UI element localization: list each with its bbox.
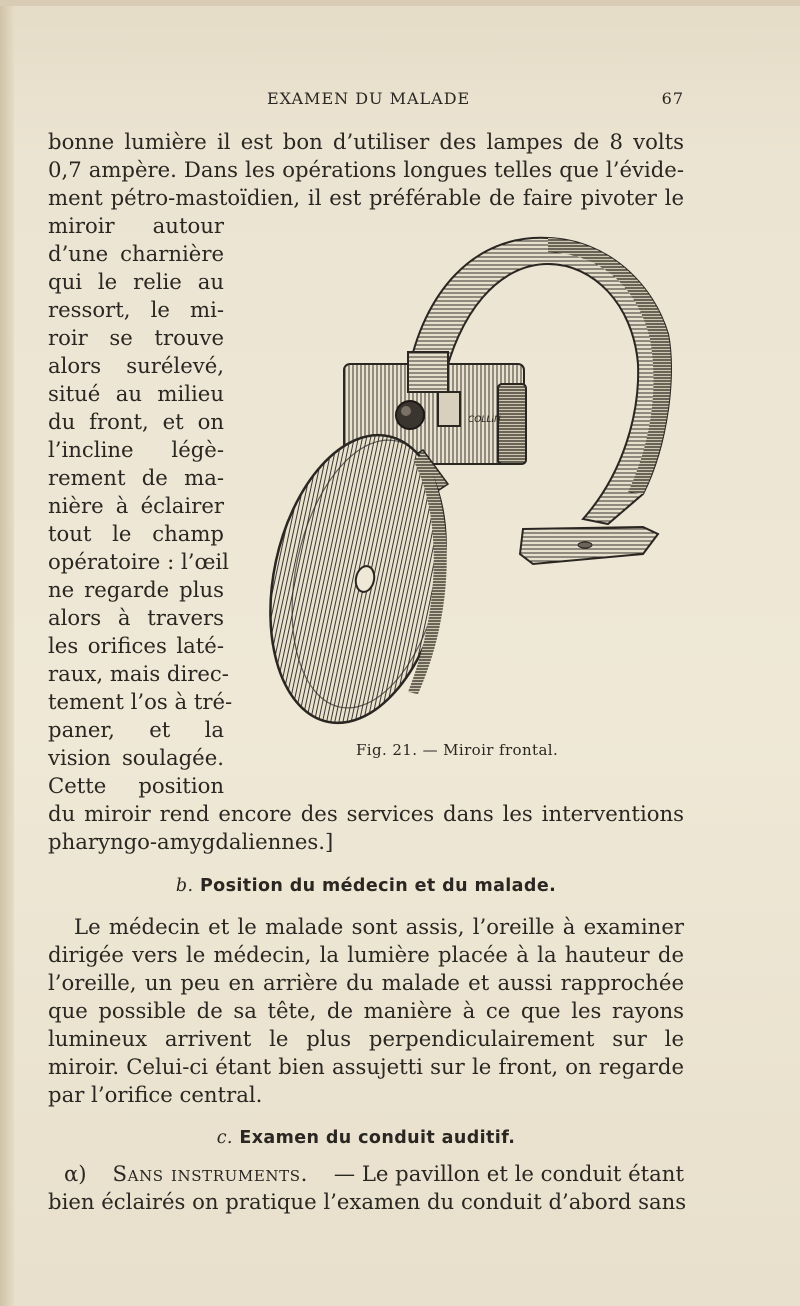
text-segment: — Le pavillon et le conduit étant bbox=[333, 1161, 684, 1186]
text-line: alors à travers bbox=[48, 605, 224, 630]
text-line: Le médecin et le malade sont assis, l’oreille à examiner bbox=[74, 914, 684, 939]
section-heading-b bbox=[48, 876, 684, 896]
text-line: ne regarde plus bbox=[48, 577, 224, 602]
text-line: roir se trouve bbox=[48, 325, 224, 350]
text-line: 0,7 ampère. Dans les opérations longues telles que l’évide- bbox=[48, 157, 684, 182]
text-line: Cette position bbox=[48, 773, 224, 798]
text-line: opératoire : l’œil bbox=[48, 549, 229, 574]
text-line: pharyngo-amygdaliennes.] bbox=[48, 829, 334, 854]
figure-caption: Fig. 21. — Miroir frontal. bbox=[356, 741, 559, 759]
mirror-disc bbox=[248, 419, 471, 729]
section-title: Examen du conduit auditif. bbox=[239, 1128, 516, 1148]
text-line bbox=[64, 1160, 684, 1188]
maker-mark: COLLIN bbox=[468, 415, 501, 425]
text-line: l’oreille, un peu en arrière du malade et aussi rapprochée bbox=[48, 970, 684, 995]
running-header bbox=[60, 89, 684, 113]
text-line: bonne lumière il est bon d’utiliser des lampes de 8 volts bbox=[48, 129, 684, 154]
text-line: miroir. Celui-ci étant bien assujetti sur le front, on regarde bbox=[48, 1054, 684, 1079]
text-line: ressort, le mi- bbox=[48, 297, 224, 322]
text-line: ment pétro-mastoïdien, il est préférable de faire pivoter le bbox=[48, 185, 684, 210]
section-letter: c. bbox=[216, 1128, 233, 1148]
text-line: alors surélevé, bbox=[48, 353, 224, 378]
text-line: par l’orifice central. bbox=[48, 1082, 263, 1107]
text-line: vision soulagée. bbox=[48, 745, 224, 770]
subsection-marker: α) bbox=[64, 1161, 87, 1186]
text-line: tout le champ bbox=[48, 521, 224, 546]
text-line: raux, mais direc- bbox=[48, 661, 229, 686]
text-line: situé au milieu bbox=[48, 381, 224, 406]
text-line: du miroir rend encore des services dans les interventions bbox=[48, 801, 684, 826]
text-line: rement de ma- bbox=[48, 465, 224, 490]
running-title: EXAMEN DU MALADE bbox=[267, 89, 471, 108]
text-line: lumineux arrivent le plus perpendiculairement sur le bbox=[48, 1026, 684, 1051]
section-title: Position du médecin et du malade. bbox=[199, 876, 557, 896]
text-line: l’incline légè- bbox=[48, 437, 224, 462]
text-line: miroir autour bbox=[48, 213, 224, 238]
page-number: 67 bbox=[661, 89, 684, 108]
text-line: qui le relie au bbox=[48, 269, 224, 294]
text-line: d’une charnière bbox=[48, 241, 224, 266]
text-line: paner, et la bbox=[48, 717, 224, 742]
text-line: les orifices laté- bbox=[48, 633, 224, 658]
text-line: du front, et on bbox=[48, 409, 224, 434]
text-line: tement l’os à tré- bbox=[48, 689, 233, 714]
text-line: bien éclairés on pratique l’examen du conduit d’abord sans bbox=[48, 1189, 687, 1214]
page-gutter-shadow bbox=[0, 0, 14, 1306]
section-letter: b. bbox=[175, 876, 194, 896]
subsection-title: Sans instruments. bbox=[112, 1161, 308, 1186]
text-line: nière à éclairer bbox=[48, 493, 224, 518]
frontal-mirror-illustration bbox=[248, 224, 678, 729]
page-top-edge bbox=[0, 0, 800, 6]
text-line: que possible de sa tête, de manière à ce que les rayons bbox=[48, 998, 684, 1023]
text-line: dirigée vers le médecin, la lumière placée à la hauteur de bbox=[48, 942, 684, 967]
section-heading-c bbox=[48, 1128, 684, 1148]
